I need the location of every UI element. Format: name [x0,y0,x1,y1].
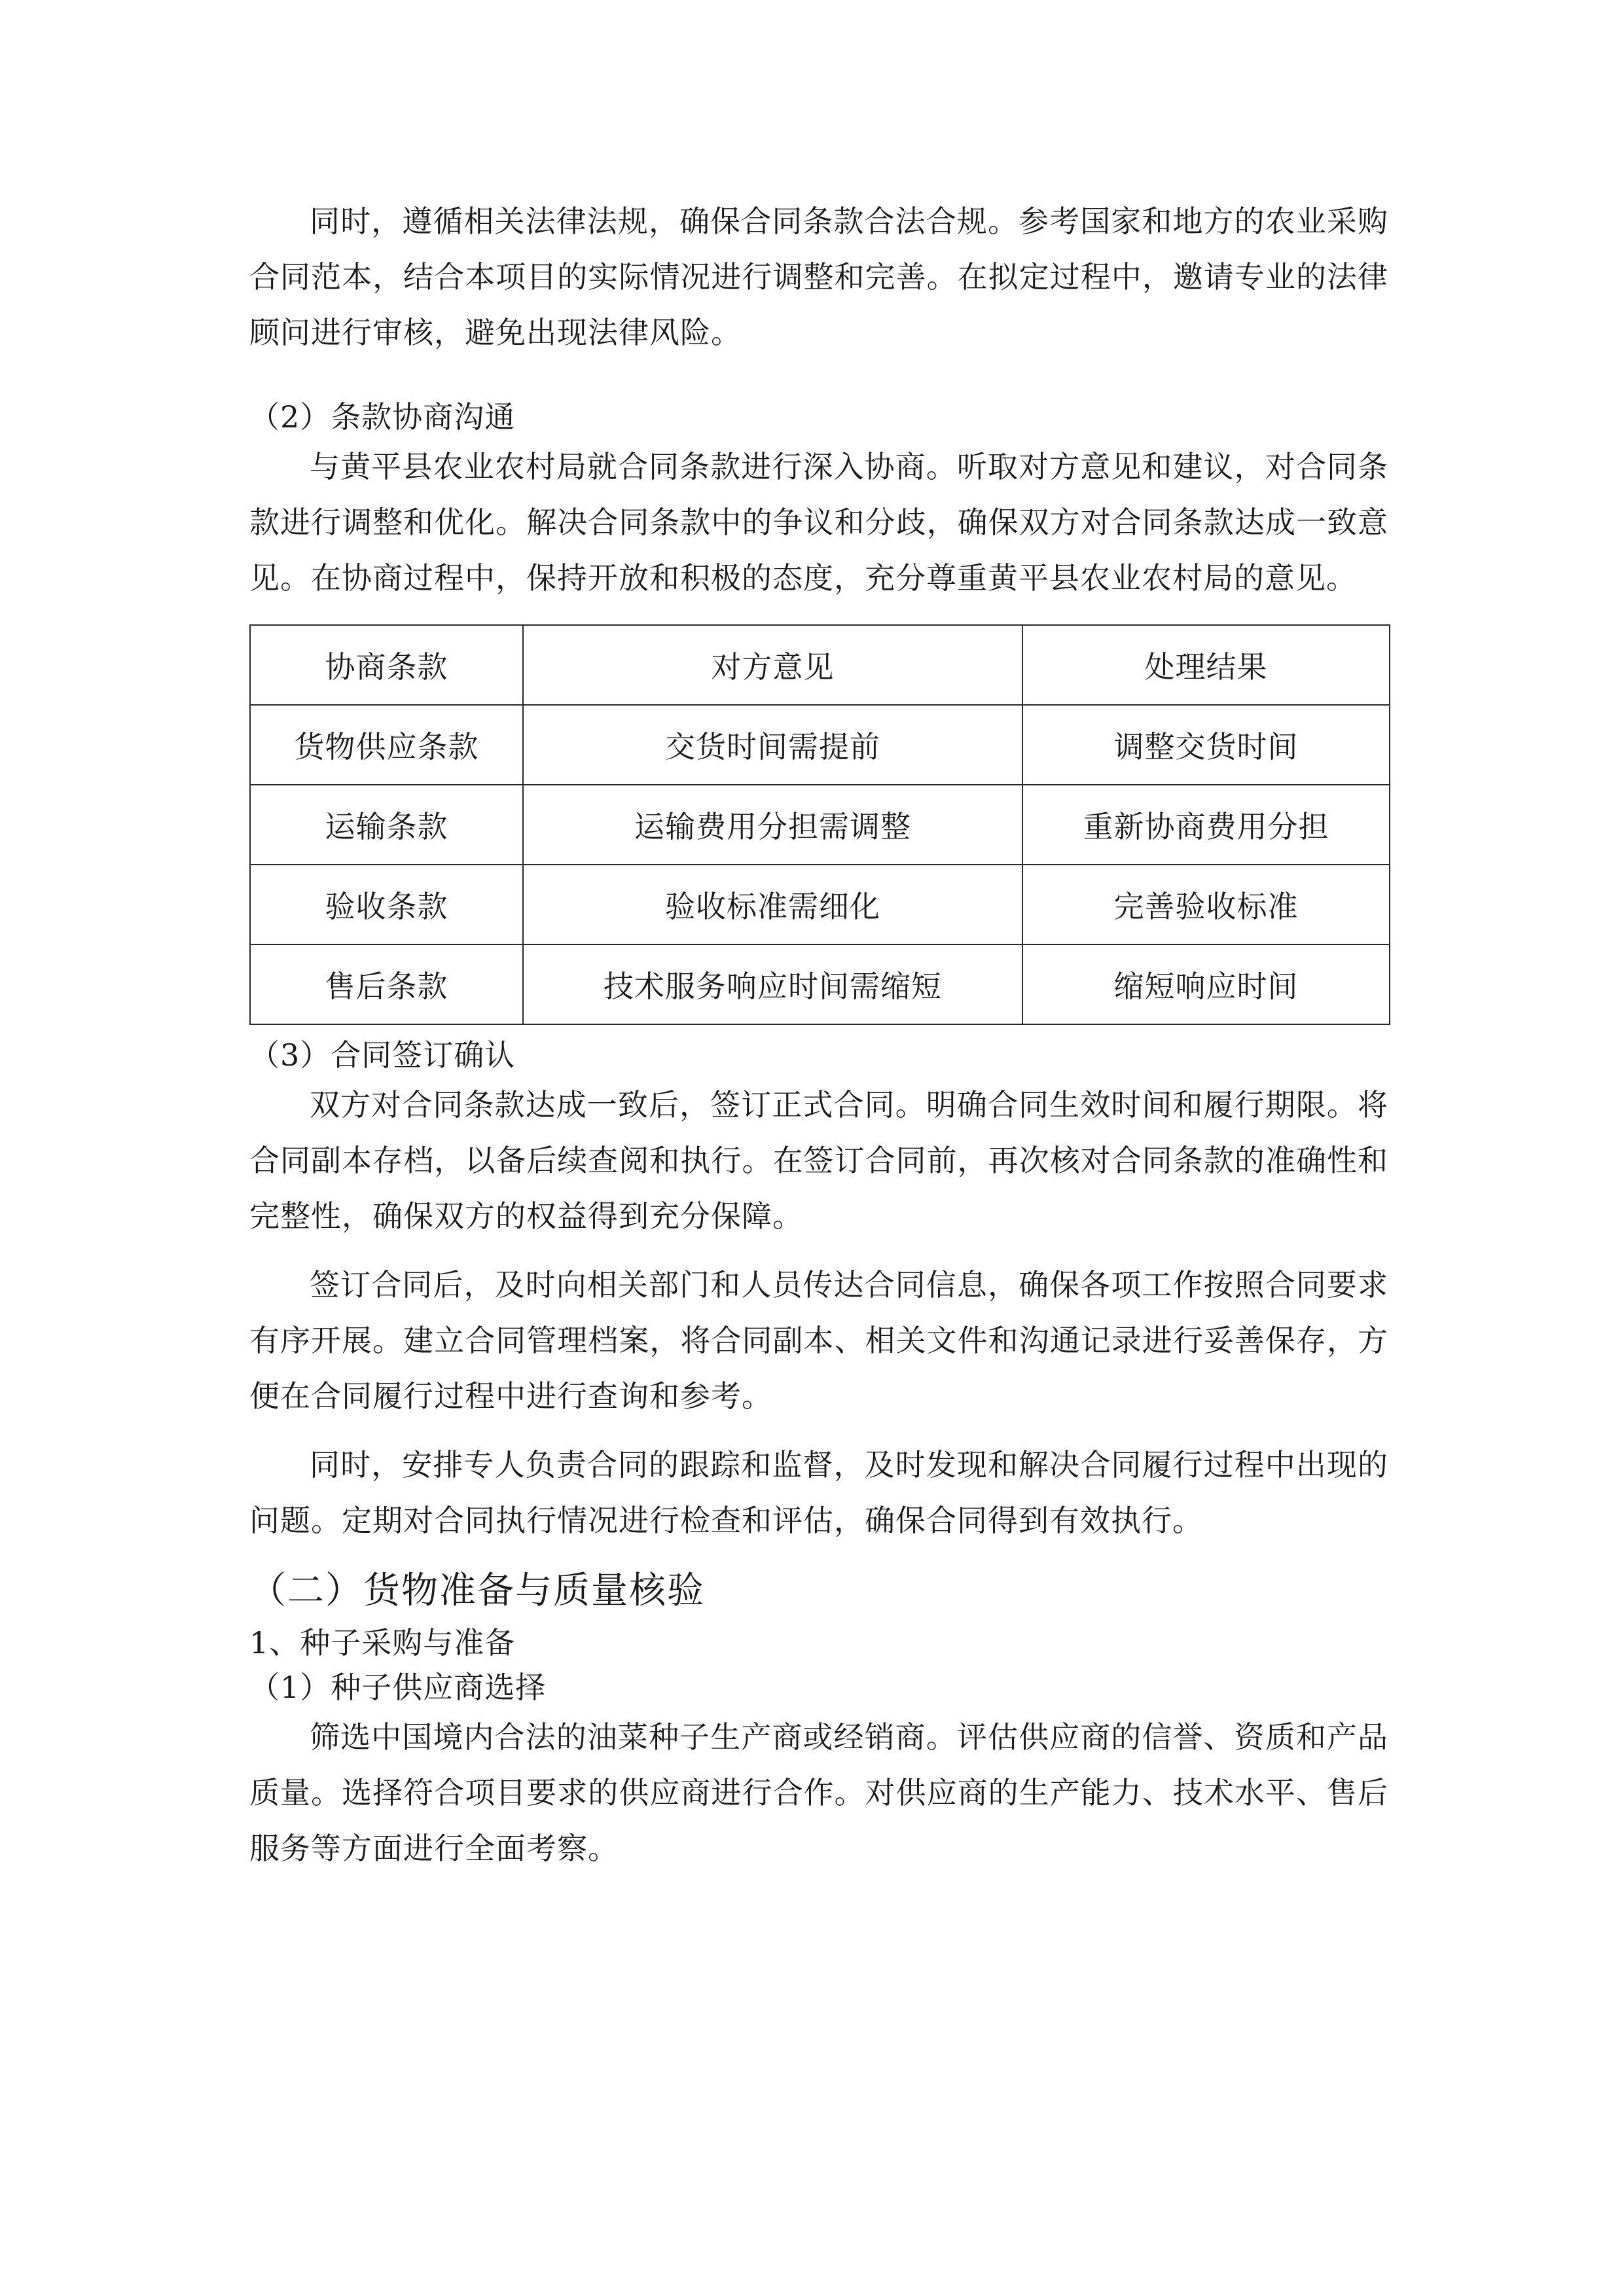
table-header-cell: 对方意见 [523,625,1022,705]
subheading-contract-signing: （3）合同签订确认 [249,1037,516,1073]
paragraph-after-signing: 签订合同后，及时向相关部门和人员传达合同信息，确保各项工作按照合同要求有序开展。建立合同管理档案，将合同副本、相关文件和沟通记录进行妥善保存，方便在合同履行过程中进行查询和参考。 [249,1267,1388,1414]
paragraph-signing: 双方对合同条款达成一致后，签订正式合同。明确合同生效时间和履行期限。将合同副本存档，以备后续查阅和执行。在签订合同前，再次核对合同条款的准确性和完整性，确保双方的权益得到充分保障。 [249,1087,1388,1234]
table-cell: 货物供应条款 [250,705,523,785]
table-header-cell: 协商条款 [250,625,523,705]
section-heading-goods-preparation: （二）货物准备与质量核验 [249,1570,705,1612]
paragraph-legal-compliance: 同时，遵循相关法律法规，确保合同条款合法合规。参考国家和地方的农业采购合同范本，结合本项目的实际情况进行调整和完善。在拟定过程中，邀请专业的法律顾问进行审核，避免出现法律风险。 [249,204,1388,350]
subheading-clause-negotiation: （2）条款协商沟通 [249,399,516,435]
table-cell: 运输费用分担需调整 [523,785,1022,865]
table-row [250,705,1390,785]
table-header-row [250,625,1390,705]
subheading-seed-procurement: 1、种子采购与准备 [249,1625,516,1660]
table-cell: 售后条款 [250,944,523,1024]
table-cell: 完善验收标准 [1022,865,1390,944]
table-cell: 技术服务响应时间需缩短 [523,944,1022,1024]
table-cell: 验收条款 [250,865,523,944]
subheading-seed-supplier: （1）种子供应商选择 [249,1670,547,1705]
table-cell: 验收标准需细化 [523,865,1022,944]
paragraph-supplier-selection: 筛选中国境内合法的油菜种子生产商或经销商。评估供应商的信誉、资质和产品质量。选择符合项目要求的供应商进行合作。对供应商的生产能力、技术水平、售后服务等方面进行全面考察。 [249,1719,1388,1866]
paragraph-supervision: 同时，安排专人负责合同的跟踪和监督，及时发现和解决合同履行过程中出现的问题。定期对合同执行情况进行检查和评估，确保合同得到有效执行。 [249,1447,1388,1538]
table-row [250,785,1390,865]
table-cell: 重新协商费用分担 [1022,785,1390,865]
table-cell: 调整交货时间 [1022,705,1390,785]
table-cell: 缩短响应时间 [1022,944,1390,1024]
page-content [249,194,1388,1876]
paragraph-negotiation: 与黄平县农业农村局就合同条款进行深入协商。听取对方意见和建议，对合同条款进行调整和优化。解决合同条款中的争议和分歧，确保双方对合同条款达成一致意见。在协商过程中，保持开放和积极的态度，充分尊重黄平县农业农村局的意见。 [249,449,1388,596]
table-cell: 交货时间需提前 [523,705,1022,785]
negotiation-table [249,624,1390,1025]
table-cell: 运输条款 [250,785,523,865]
table-row [250,944,1390,1024]
table-header-cell: 处理结果 [1022,625,1390,705]
table-row [250,865,1390,944]
